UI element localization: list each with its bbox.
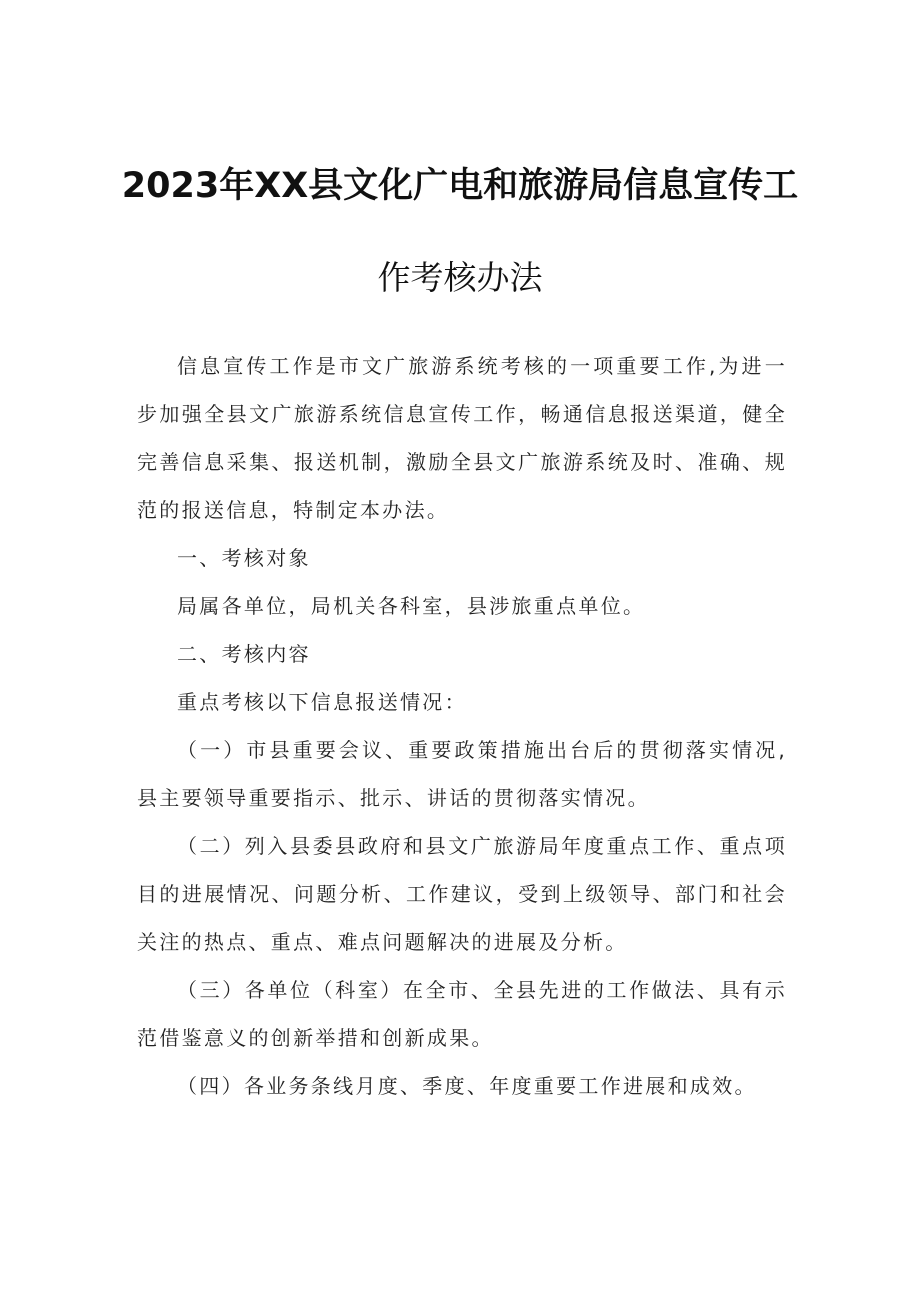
content-item-3: （三）各单位（科室）在全市、全县先进的工作做法、具有示范借鉴意义的创新举措和创新成果。 — [137, 978, 787, 1050]
assessment-targets-text: 局属各单位，局机关各科室，县涉旅重点单位。 — [177, 594, 646, 618]
content-item-1: （一）市县重要会议、重要政策措施出台后的贯彻落实情况,县主要领导重要指示、批示、讲话的贯彻落实情况。 — [137, 738, 787, 810]
section-heading-assessment-content: 二、考核内容 — [177, 642, 311, 666]
intro-paragraph: 信息宣传工作是市文广旅游系统考核的一项重要工作,为进一步加强全县文广旅游系统信息宣传工作，畅通信息报送渠道，健全完善信息采集、报送机制，激励全县文广旅游系统及时、准确、规范的报送信息，特制定本办法。 — [137, 354, 787, 522]
section-heading-assessment-targets: 一、考核对象 — [177, 546, 311, 570]
document-body — [137, 342, 787, 1110]
content-item-4: （四）各业务条线月度、季度、年度重要工作进展和成效。 — [177, 1074, 757, 1098]
document-title-line-2: 作考核办法 — [377, 258, 543, 297]
assessment-content-lead: 重点考核以下信息报送情况： — [177, 690, 467, 714]
document-title-line-1: 2023年XX县文化广电和旅游局信息宣传工 — [121, 166, 799, 206]
content-item-2: （二）列入县委县政府和县文广旅游局年度重点工作、重点项目的进展情况、问题分析、工作建议，受到上级领导、部门和社会关注的热点、重点、难点问题解决的进展及分析。 — [137, 834, 787, 954]
